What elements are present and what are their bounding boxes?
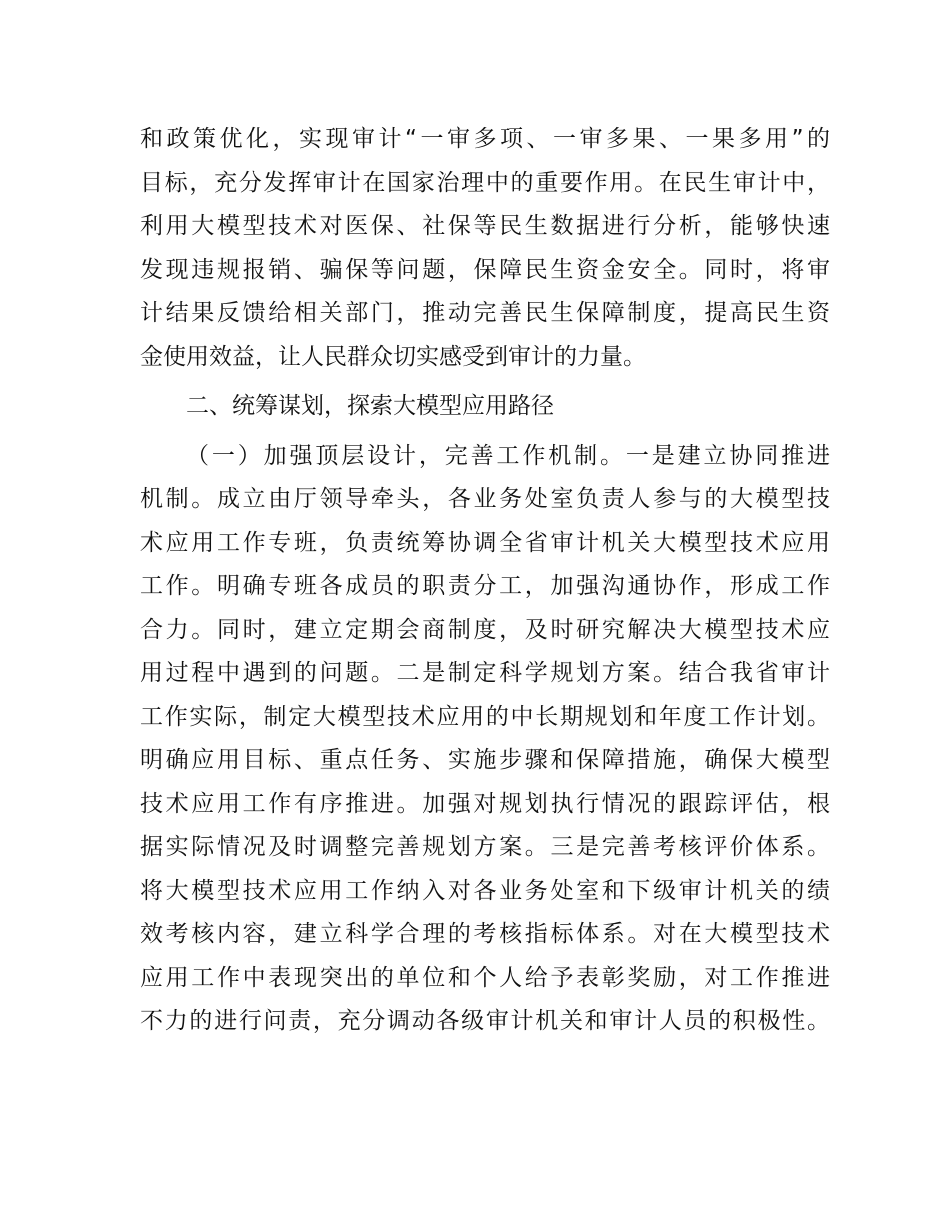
text-line: 机制。成立由厅领导牵头，各业务处室负责人参与的大模型技 [140, 486, 830, 512]
text-line: 工作实际，制定大模型技术应用的中长期规划和年度工作计划。 [140, 703, 830, 730]
text-line: 金使用效益，让人民群众切实感受到审计的力量。 [140, 343, 646, 370]
text-line: 利用大模型技术对医保、社保等民生数据进行分析，能够快速 [140, 213, 830, 239]
text-line: 目标，充分发挥审计在国家治理中的重要作用。在民生审计中， [140, 169, 830, 196]
text-line: 工作。明确专班各成员的职责分工，加强沟通协作，形成工作 [140, 573, 830, 599]
text-line: 合力。同时，建立定期会商制度，及时研究解决大模型技术应 [140, 616, 830, 643]
text-line: 将大模型技术应用工作纳入对各业务处室和下级审计机关的绩 [140, 877, 830, 904]
text-line: 技术应用工作有序推进。加强对规划执行情况的跟踪评估，根 [140, 790, 830, 817]
text-line: 和政策优化，实现审计“一审多项、一审多果、一果多用”的 [140, 126, 830, 152]
text-line: 应用工作中表现突出的单位和个人给予表彰奖励，对工作推进 [140, 964, 830, 991]
text-line: 术应用工作专班，负责统筹协调全省审计机关大模型技术应用 [140, 529, 830, 556]
section-heading: 二、统筹谋划，探索大模型应用路径 [186, 393, 554, 419]
text-line: （一）加强顶层设计，完善工作机制。一是建立协同推进 [186, 442, 830, 469]
text-line: 据实际情况及时调整完善规划方案。三是完善考核评价体系。 [140, 834, 830, 860]
text-line: 计结果反馈给相关部门，推动完善民生保障制度，提高民生资 [140, 300, 830, 326]
paragraph-top-level-design [140, 435, 830, 1044]
document-body [140, 118, 830, 1044]
text-line: 用过程中遇到的问题。二是制定科学规划方案。结合我省审计 [140, 660, 830, 686]
text-line: 发现违规报销、骗保等问题，保障民生资金安全。同时，将审 [140, 256, 830, 283]
text-line: 明确应用目标、重点任务、实施步骤和保障措施，确保大模型 [140, 747, 830, 773]
text-line: 不力的进行问责，充分调动各级审计机关和审计人员的积极性。 [140, 1008, 830, 1034]
paragraph-policy-optimization [140, 118, 830, 379]
text-line: 效考核内容，建立科学合理的考核指标体系。对在大模型技术 [140, 921, 830, 947]
